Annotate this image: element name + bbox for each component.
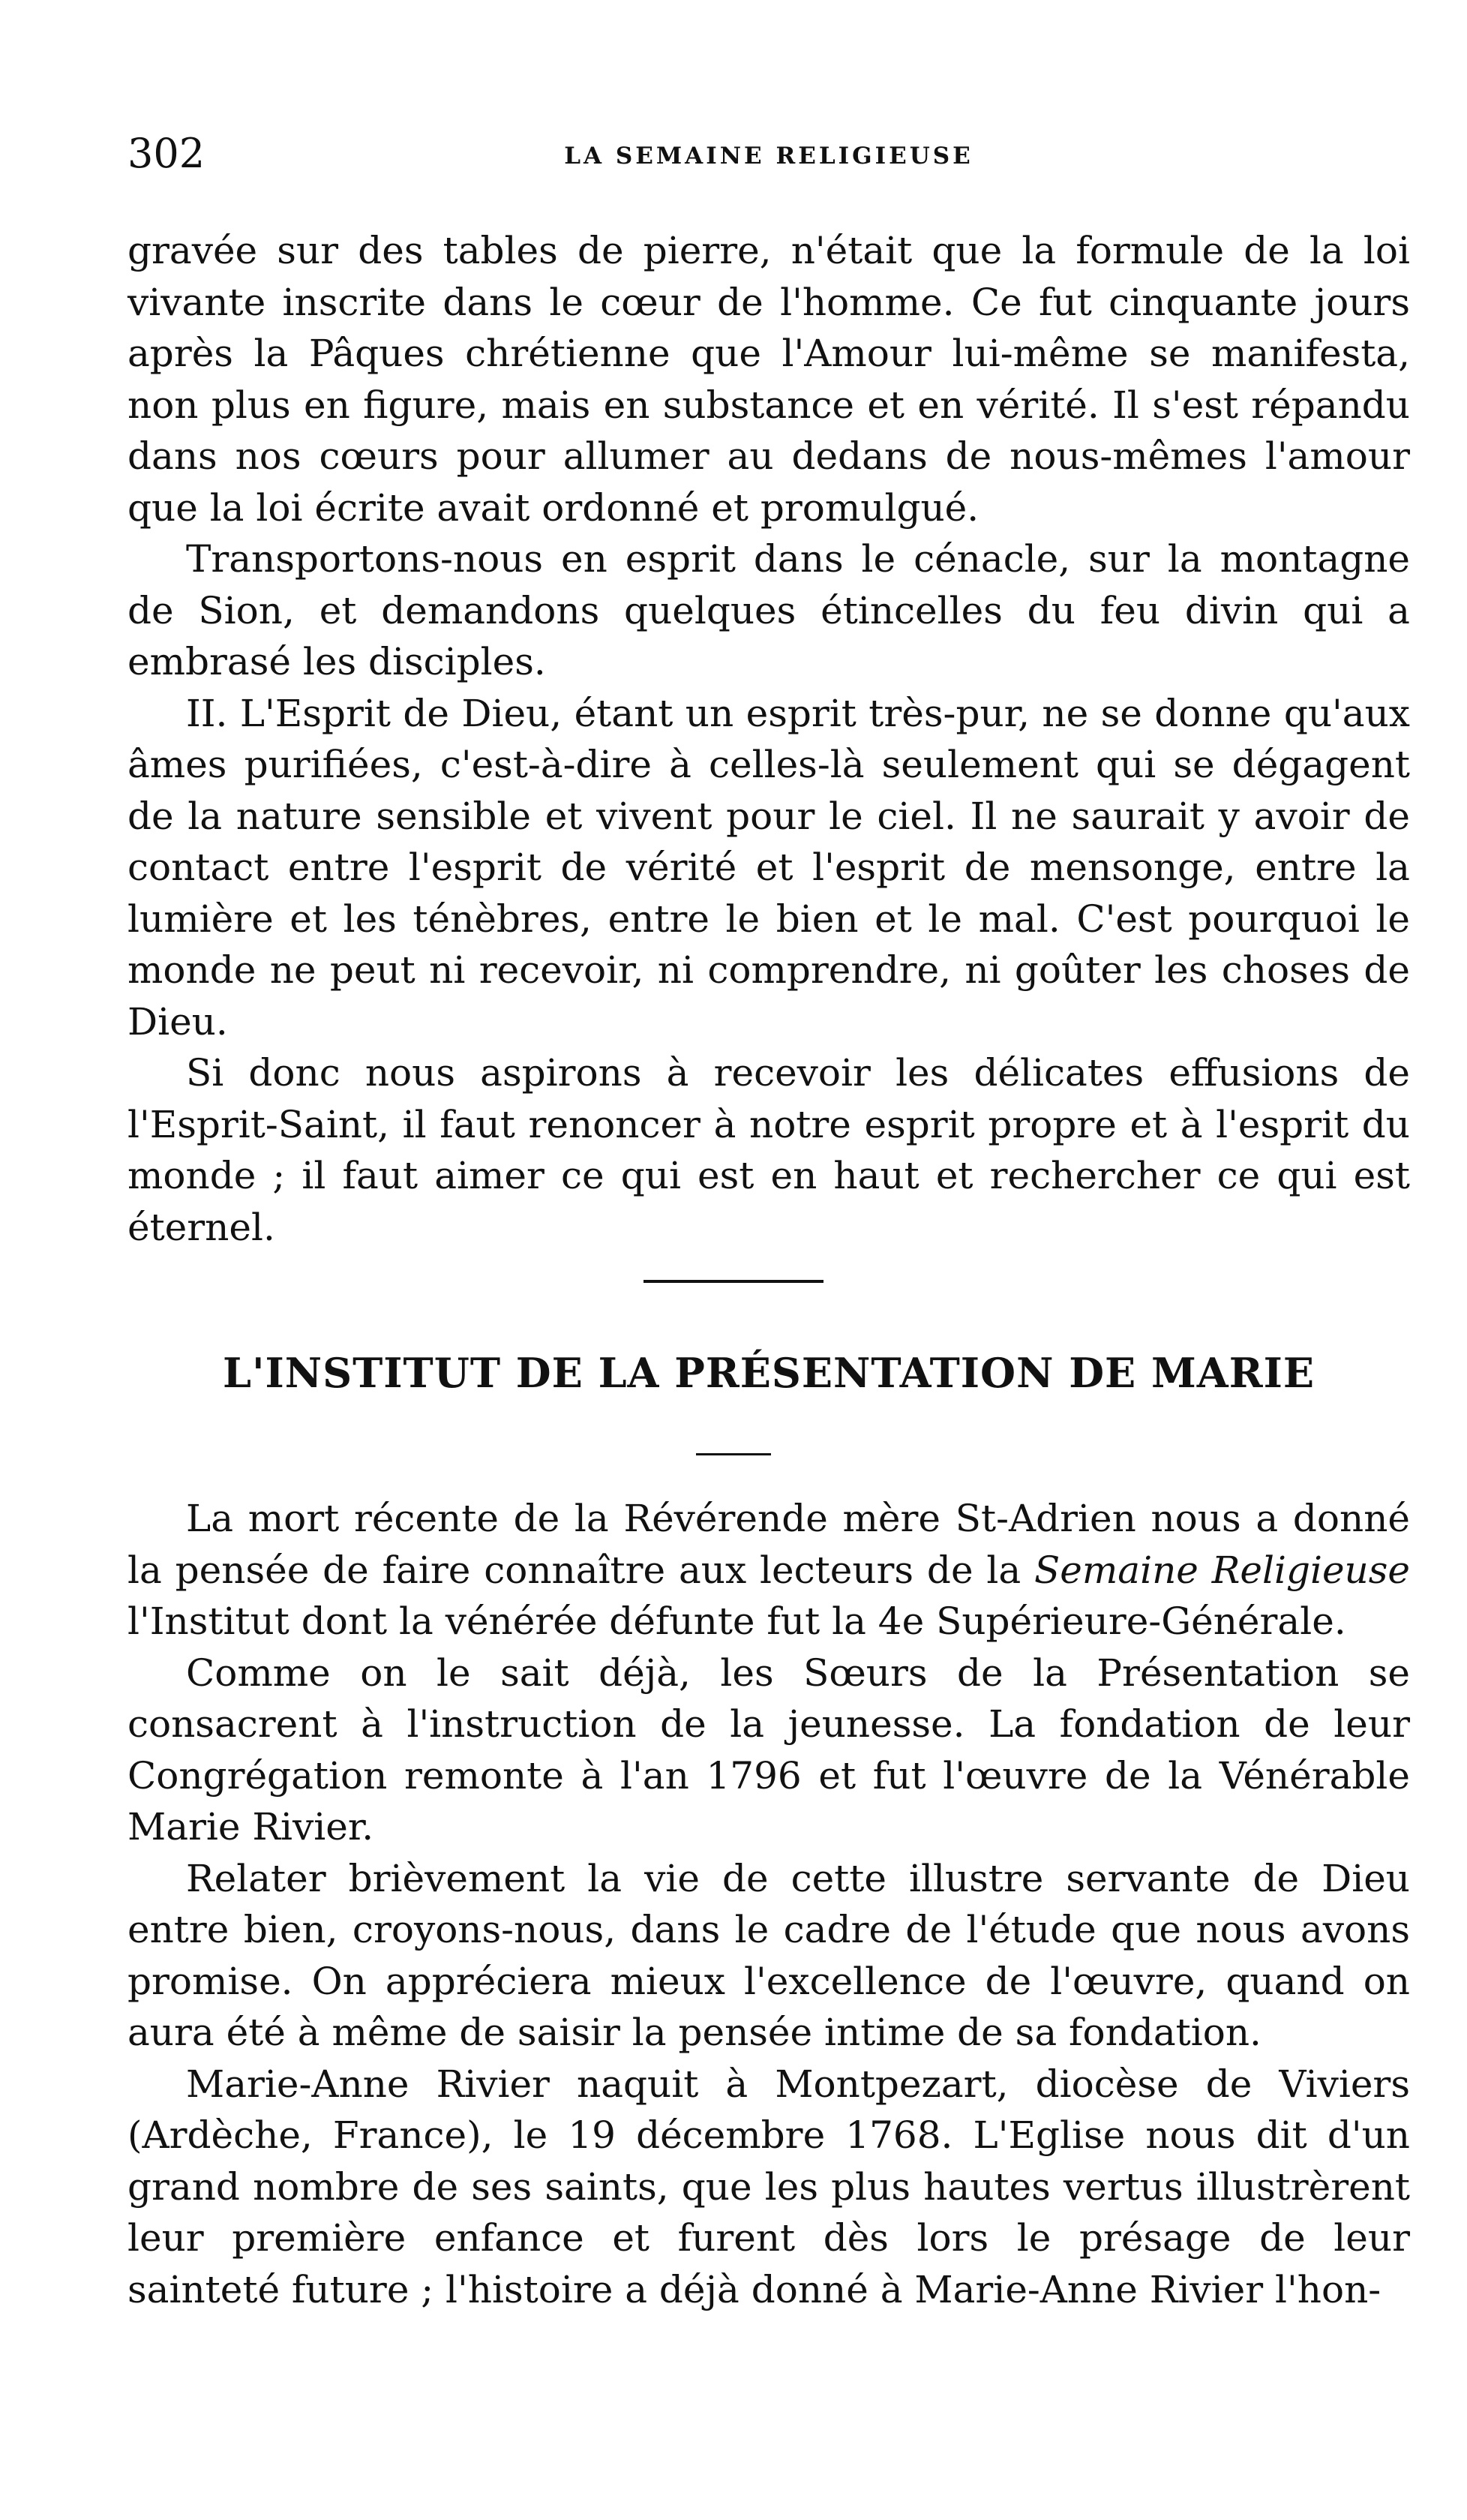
- running-head: LA SEMAINE RELIGIEUSE: [564, 143, 974, 170]
- paragraph-effusions: Si donc nous aspirons à recevoir les délicates effusions de l'Esprit-Saint, il faut renoncer à notre esprit propre et à l'esprit du monde ; il faut aimer ce qui est en haut et rechercher ce qui est éternel.: [128, 1051, 1410, 1249]
- paragraph-cenacle: Transportons-nous en esprit dans le cénacle, sur la montagne de Sion, et demandons quelques étincelles du feu divin qui a embrasé les disciples.: [128, 537, 1410, 683]
- article-continuation: [128, 225, 1410, 1253]
- page-number: 302: [128, 130, 206, 177]
- paragraph-soeurs-presentation: Comme on le sait déjà, les Sœurs de la Présentation se consacrent à l'instruction de la jeunesse. La fondation de leur Congrégation remonte à l'an 1796 et fut l'œuvre de la Vénérable Marie Rivier.: [128, 1650, 1410, 1849]
- journal-title-italic: Semaine Religieuse: [1034, 1548, 1411, 1592]
- paragraph-marie-anne-rivier: Marie-Anne Rivier naquit à Montpezart, diocèse de Viviers (Ardèche, France), le 19 décembre 1768. L'Eglise nous dit d'un grand nombre de ses saints, que les plus hautes vertus illustrèrent leur première enfance et furent dès lors le présage de leur sainteté future ; l'histoire a déjà donné à Marie-Anne Rivier l'hon-: [128, 2062, 1410, 2311]
- section-divider-rule: [644, 1280, 824, 1283]
- page-header: [128, 128, 1410, 180]
- paragraph-mere-st-adrien-text-2: l'Institut dont la vénérée défunte fut la 4e Supérieure-Générale.: [128, 1599, 1346, 1643]
- title-underline-rule: [696, 1453, 771, 1455]
- paragraph-relater-vie: Relater brièvement la vie de cette illustre servante de Dieu entre bien, croyons-nous, dans le cadre de l'étude que nous avons promise. On appréciera mieux l'excellence de l'œuvre, quand on aura été à même de saisir la pensée intime de sa fondation.: [128, 1856, 1410, 2054]
- section-title: L'INSTITUT DE LA PRÉSENTATION DE MARIE: [222, 1349, 1315, 1397]
- paragraph-esprit-de-dieu: II. L'Esprit de Dieu, étant un esprit très-pur, ne se donne qu'aux âmes purifiées, c'est-à-dire à celles-là seulement qui se dégagent de la nature sensible et vivent pour le ciel. Il ne saurait y avoir de contact entre l'esprit de vérité et l'esprit de mensonge, entre la lumière et les ténèbres, entre le bien et le mal. C'est pourquoi le monde ne peut ni recevoir, ni comprendre, ni goûter les choses de Dieu.: [128, 691, 1410, 1044]
- institut-article: [128, 1493, 1410, 2315]
- paragraph-loi-vivante: gravée sur des tables de pierre, n'était que la formule de la loi vivante inscrite dans le cœur de l'homme. Ce fut cinquante jours après la Pâques chrétienne que l'Amour lui-même se manifesta, non plus en figure, mais en substance et en vérité. Il s'est répandu dans nos cœurs pour allumer au dedans de nous-mêmes l'amour que la loi écrite avait ordonné et promulgué.: [128, 229, 1410, 530]
- paragraph-mere-st-adrien: [128, 1493, 1410, 1647]
- paragraph-mere-st-adrien-text-1: La mort récente de la Révérende mère St-Adrien nous a donné la pensée de faire connaître aux lecteurs de la: [128, 1497, 1410, 1592]
